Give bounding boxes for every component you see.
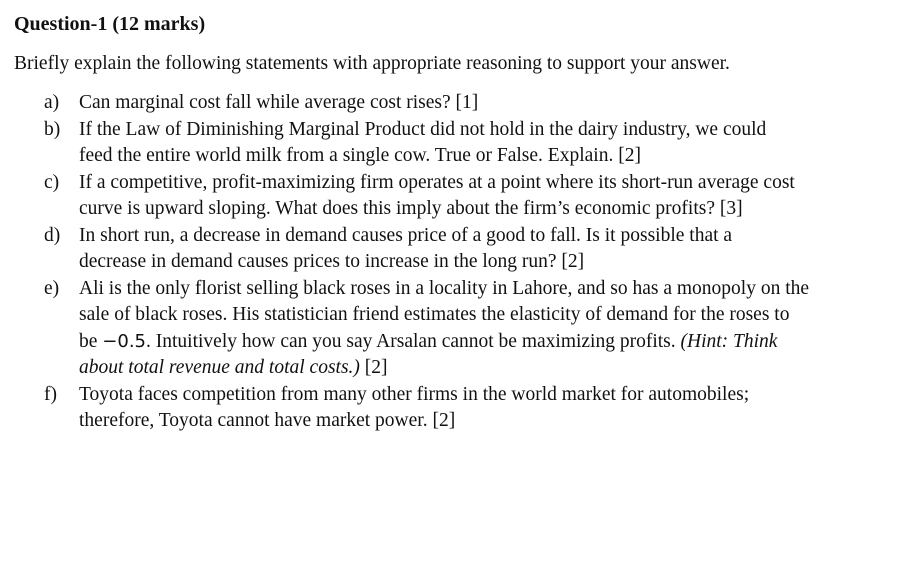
question-text-line: Ali is the only florist selling black roses in a locality in Lahore, and so has a monopoly on the xyxy=(79,277,810,299)
question-marker: f) xyxy=(44,383,57,405)
question-item-e xyxy=(44,276,874,382)
question-text-line: therefore, Toyota cannot have market power. [2] xyxy=(79,410,456,431)
question-text-fragment: . Intuitively how can you say Arsalan cannot be maximizing profits. xyxy=(146,330,681,352)
question-item-c xyxy=(44,170,874,223)
question-text-line xyxy=(79,329,874,356)
question-text-line: In short run, a decrease in demand causes price of a good to fall. Is it possible that a xyxy=(79,224,733,246)
question-marker: c) xyxy=(44,171,60,193)
question-text-line: Can marginal cost fall while average cost rises? [1] xyxy=(79,92,479,113)
question-item-d xyxy=(44,223,874,276)
question-item-a xyxy=(44,90,874,117)
hint-text: (Hint: Think xyxy=(680,330,778,352)
question-item-f xyxy=(44,382,874,435)
question-text-line: curve is upward sloping. What does this imply about the firm’s economic profits? [3] xyxy=(79,198,743,219)
question-marker: d) xyxy=(44,224,61,246)
question-text-line: feed the entire world milk from a single cow. True or False. Explain. [2] xyxy=(79,145,641,166)
question-marker: a) xyxy=(44,92,60,113)
question-text-fragment: be xyxy=(79,330,103,352)
question-text-line: If a competitive, profit-maximizing firm operates at a point where its short-run average cost xyxy=(79,171,795,193)
question-text-line: If the Law of Diminishing Marginal Product did not hold in the dairy industry, we could xyxy=(79,118,767,140)
question-text-line xyxy=(79,355,874,382)
question-text-line: sale of black roses. His statistician friend estimates the elasticity of demand for the roses to xyxy=(79,304,790,325)
question-heading: Question-1 (12 marks) xyxy=(14,13,206,35)
question-marker: e) xyxy=(44,277,60,299)
elasticity-value: −0.5 xyxy=(102,330,146,352)
instructions-text: Briefly explain the following statements with appropriate reasoning to support your answer. xyxy=(14,53,730,74)
question-item-b xyxy=(44,117,874,170)
question-text-line: decrease in demand causes prices to increase in the long run? [2] xyxy=(79,251,585,272)
question-marker: b) xyxy=(44,118,61,140)
hint-text: about total revenue and total costs.) xyxy=(79,357,360,378)
question-text-line: Toyota faces competition from many other firms in the world market for automobiles; xyxy=(79,383,750,405)
marks-label: [2] xyxy=(359,357,388,378)
question-list xyxy=(44,90,874,435)
